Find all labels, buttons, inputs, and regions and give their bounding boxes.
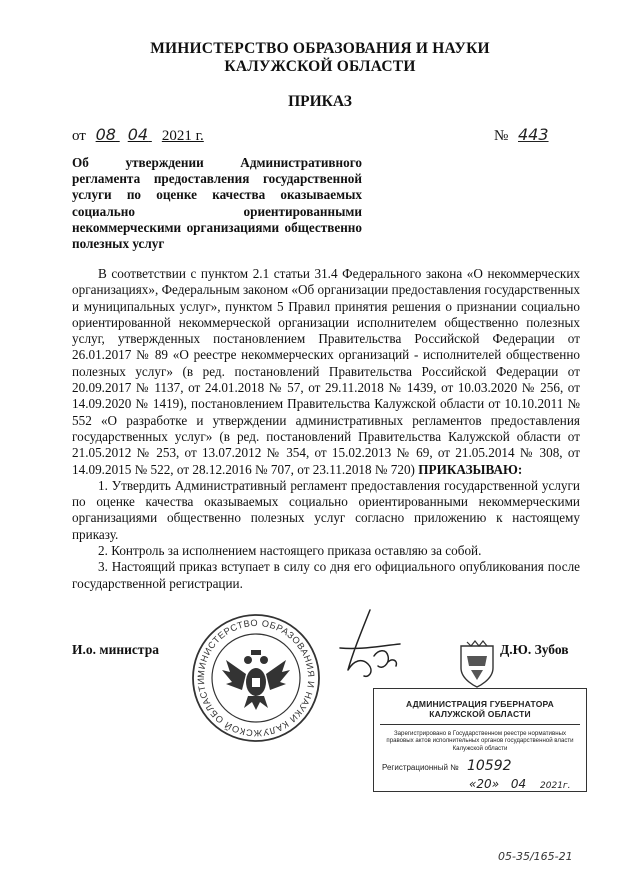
ministry-header <box>0 40 640 76</box>
number-prefix: № <box>493 128 509 144</box>
document-type: ПРИКАЗ <box>288 93 352 110</box>
order-subject: Об утверждении Административного регламента предоставления государственной услуги по оценке качества оказываемых социально ориентированными некоммерческими организациями общественно полезных услуг <box>72 155 362 252</box>
preamble-text: В соответствии с пунктом 2.1 статьи 31.4 Федерального закона «О некоммерческих организациях», Федеральным законом «Об организации предоставления государственных и муниципальных услуг», пунктом 5 Правил принятия решения о признании социально ориентированной некоммерческой организации исполнителем общественно полезных услуг, утвержденных постановлением Правительства Российской Федерации от 26.01.2017 № 89 «О реестре некоммерческих организаций - исполнителей общественно полезных услуг» (в ред. постановлений Правительства Российской Федерации от 20.09.2017 № 1137, от 24.01.2018 № 57, от 29.11.2018 № 1439, от 10.03.2020 № 256, от 14.09.2020 № 1419), постановлением Правительства Калужской области от 10.10.2011 № 552 «О разработке и утверждении административных регламентов предоставления государственных услуг» (в ред. постановлений Правительства Калужской области от 21.05.2012 № 253, от 13.07.2012 № 354, от 15.02.2013 № 69, от 21.05.2014 № 308, от 14.09.2015 № 522, от 28.12.2016 № 707, от 23.11.2018 № 720) <box>72 266 580 477</box>
signatory-title: И.о. министра <box>72 642 159 657</box>
registration-number-line <box>382 758 578 774</box>
registration-label: Регистрационный № <box>382 763 459 773</box>
date-number-line <box>72 125 582 147</box>
ministry-header-line1: МИНИСТЕРСТВО ОБРАЗОВАНИЯ И НАУКИ <box>150 40 490 57</box>
coat-of-arms-icon <box>455 640 499 690</box>
order-item-3: 3. Настоящий приказ вступает в силу со дня его официального опубликования после государственной регистрации. <box>72 559 580 591</box>
number-field <box>494 125 582 145</box>
date-year: 2021 г. <box>161 128 204 144</box>
signatory-name: Д.Ю. Зубов <box>500 642 569 657</box>
ministry-header-line2: КАЛУЖСКОЙ ОБЛАСТИ <box>224 58 416 75</box>
seal-ring-text: МИНИСТЕРСТВО ОБРАЗОВАНИЯ И НАУКИ КАЛУЖСКОЙ ОБЛАСТИ <box>195 617 317 739</box>
registration-year: 2021г. <box>540 781 571 792</box>
registration-org: АДМИНИСТРАЦИЯ ГУБЕРНАТОРА КАЛУЖСКОЙ ОБЛАСТИ <box>380 689 580 725</box>
date-month: 04 <box>127 125 149 144</box>
registration-day: 20 <box>476 777 492 792</box>
order-body <box>72 266 580 592</box>
registration-note: Зарегистрировано в Государственном реестре нормативных правовых актов исполнительных органов государственной власти Калужской области <box>386 730 574 752</box>
order-item-1: 1. Утвердить Административный регламент предоставления государственной услуги по оценке качества оказываемых социально ориентированными некоммерческими организациями общественно полезных услуг согласно приложению к настоящему приказу. <box>72 477 580 542</box>
registration-date: «20» 04 2021г. <box>469 777 571 792</box>
date-field <box>72 125 204 145</box>
preamble-paragraph <box>72 266 580 478</box>
official-seal-icon <box>190 612 322 744</box>
order-word: ПРИКАЗЫВАЮ: <box>418 461 523 477</box>
order-number: 443 <box>518 125 549 144</box>
registration-month: 04 <box>510 777 527 792</box>
date-prefix: от <box>72 128 86 144</box>
registration-number: 10592 <box>466 758 512 775</box>
handwritten-signature-icon <box>330 600 420 690</box>
registration-stamp <box>373 688 587 792</box>
order-item-2: 2. Контроль за исполнением настоящего приказа оставляю за собой. <box>98 543 482 559</box>
date-day: 08 <box>95 125 116 144</box>
handwritten-reference-note: 05-35/165-21 <box>498 850 573 863</box>
